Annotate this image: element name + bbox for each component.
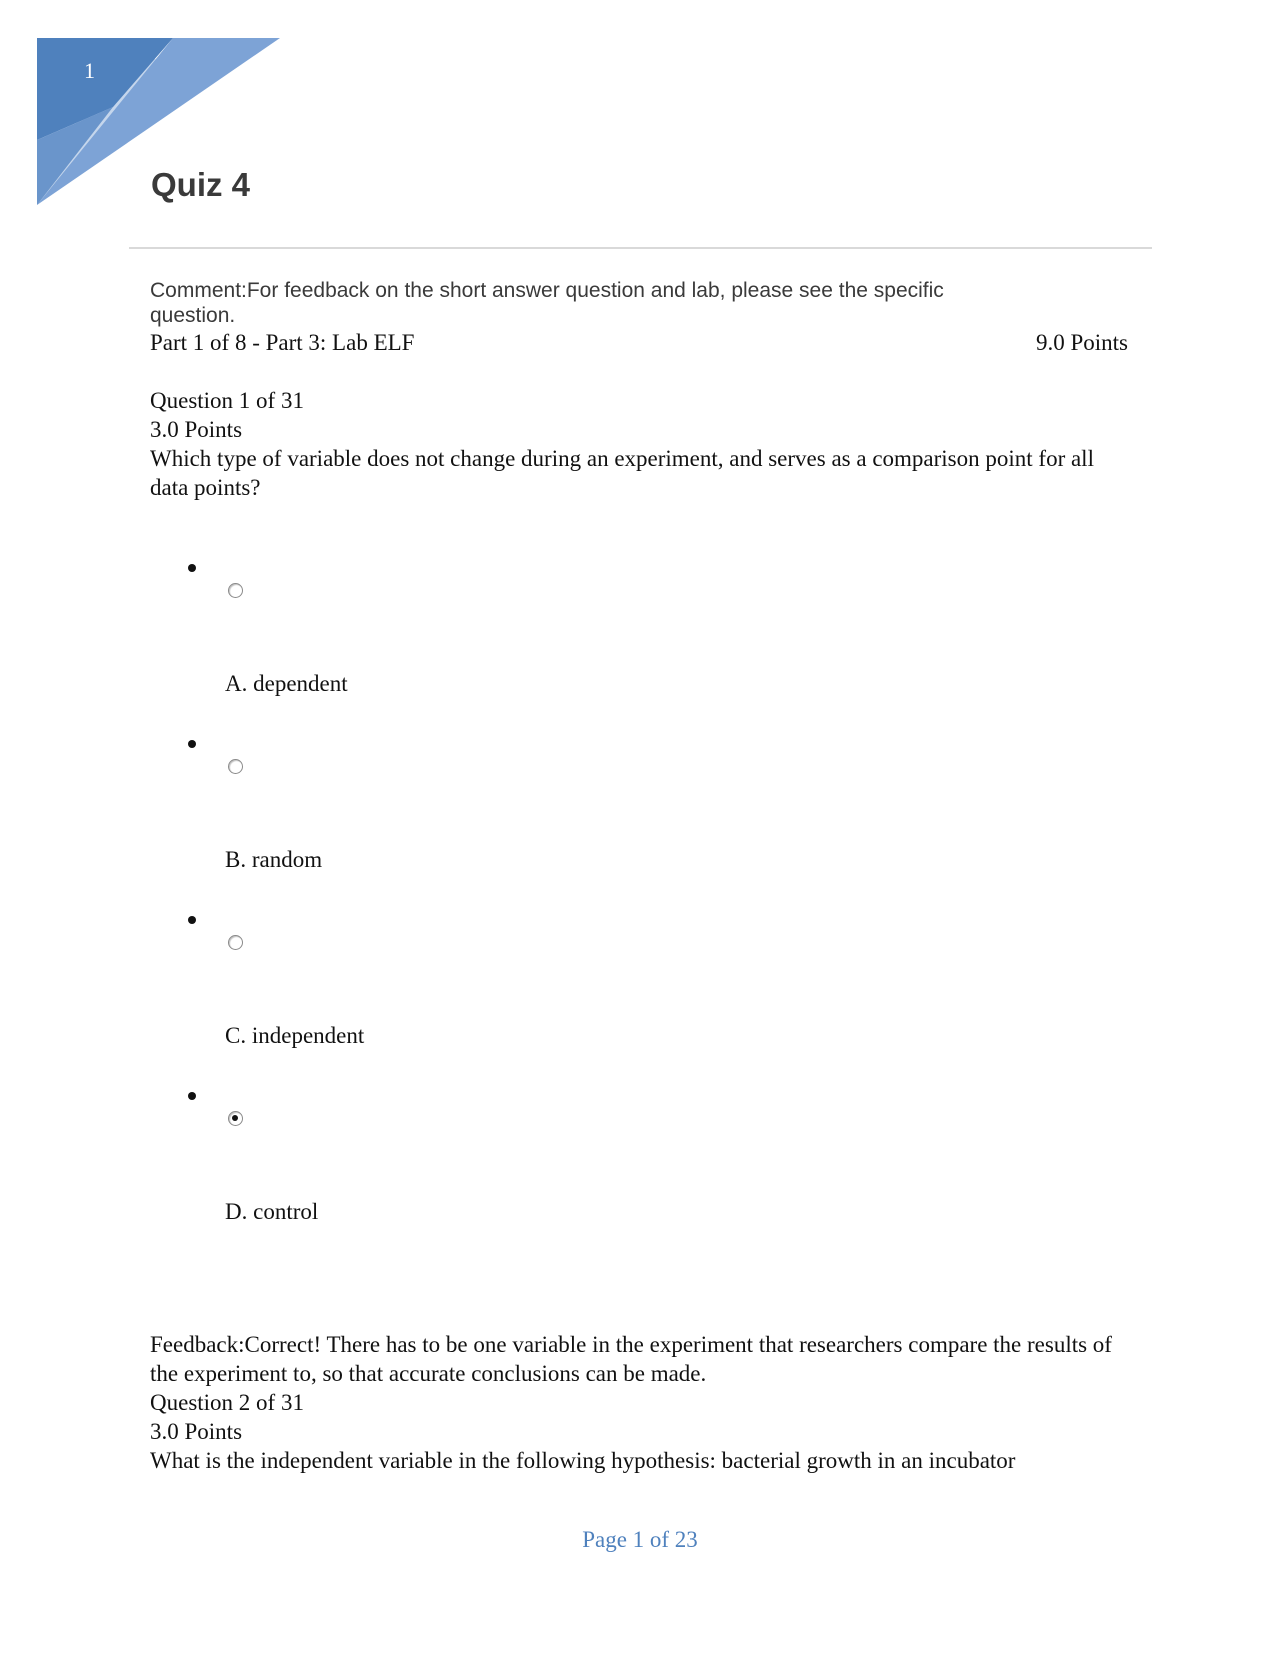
option-d-radio[interactable] bbox=[228, 1111, 243, 1126]
option-a-label: A. dependent bbox=[225, 671, 348, 696]
question-1-feedback: Feedback:Correct! There has to be one variable in the experiment that researchers compare the results of the experiment to, so that accurate conclusions can be made. bbox=[150, 1332, 1112, 1386]
option-b-radio[interactable] bbox=[228, 759, 243, 774]
title-divider bbox=[129, 247, 1152, 249]
page-title: Quiz 4 bbox=[151, 166, 251, 203]
question-2-number: Question 2 of 31 bbox=[150, 1390, 304, 1415]
option-a-radio[interactable] bbox=[228, 583, 243, 598]
option-b-label: B. random bbox=[225, 847, 323, 872]
page-number-badge: 1 bbox=[84, 58, 95, 83]
option-c-label: C. independent bbox=[225, 1023, 365, 1048]
part-header bbox=[150, 329, 1128, 357]
option-d-label: D. control bbox=[225, 1199, 319, 1224]
list-bullet bbox=[188, 740, 196, 748]
question-1-points: 3.0 Points bbox=[150, 417, 243, 442]
feedback-and-next bbox=[150, 1330, 1130, 1475]
question-1-number: Question 1 of 31 bbox=[150, 388, 304, 413]
question-1-text: Which type of variable does not change during an experiment, and serves as a comparison point for all data points? bbox=[150, 446, 1094, 500]
part-points: 9.0 Points bbox=[1035, 330, 1128, 355]
list-bullet bbox=[188, 916, 196, 924]
question-2-points: 3.0 Points bbox=[150, 1419, 243, 1444]
list-bullet bbox=[188, 564, 196, 572]
list-bullet bbox=[188, 1092, 196, 1100]
comment-text: Comment:For feedback on the short answer question and lab, please see the specific question. bbox=[150, 279, 944, 327]
question-1 bbox=[150, 386, 1130, 502]
question-2-text: What is the independent variable in the following hypothesis: bacterial growth in an incubator bbox=[150, 1448, 1016, 1473]
option-c-radio[interactable] bbox=[228, 935, 243, 950]
part-label: Part 1 of 8 - Part 3: Lab ELF bbox=[150, 330, 415, 355]
page-footer: Page 1 of 23 bbox=[582, 1527, 698, 1552]
